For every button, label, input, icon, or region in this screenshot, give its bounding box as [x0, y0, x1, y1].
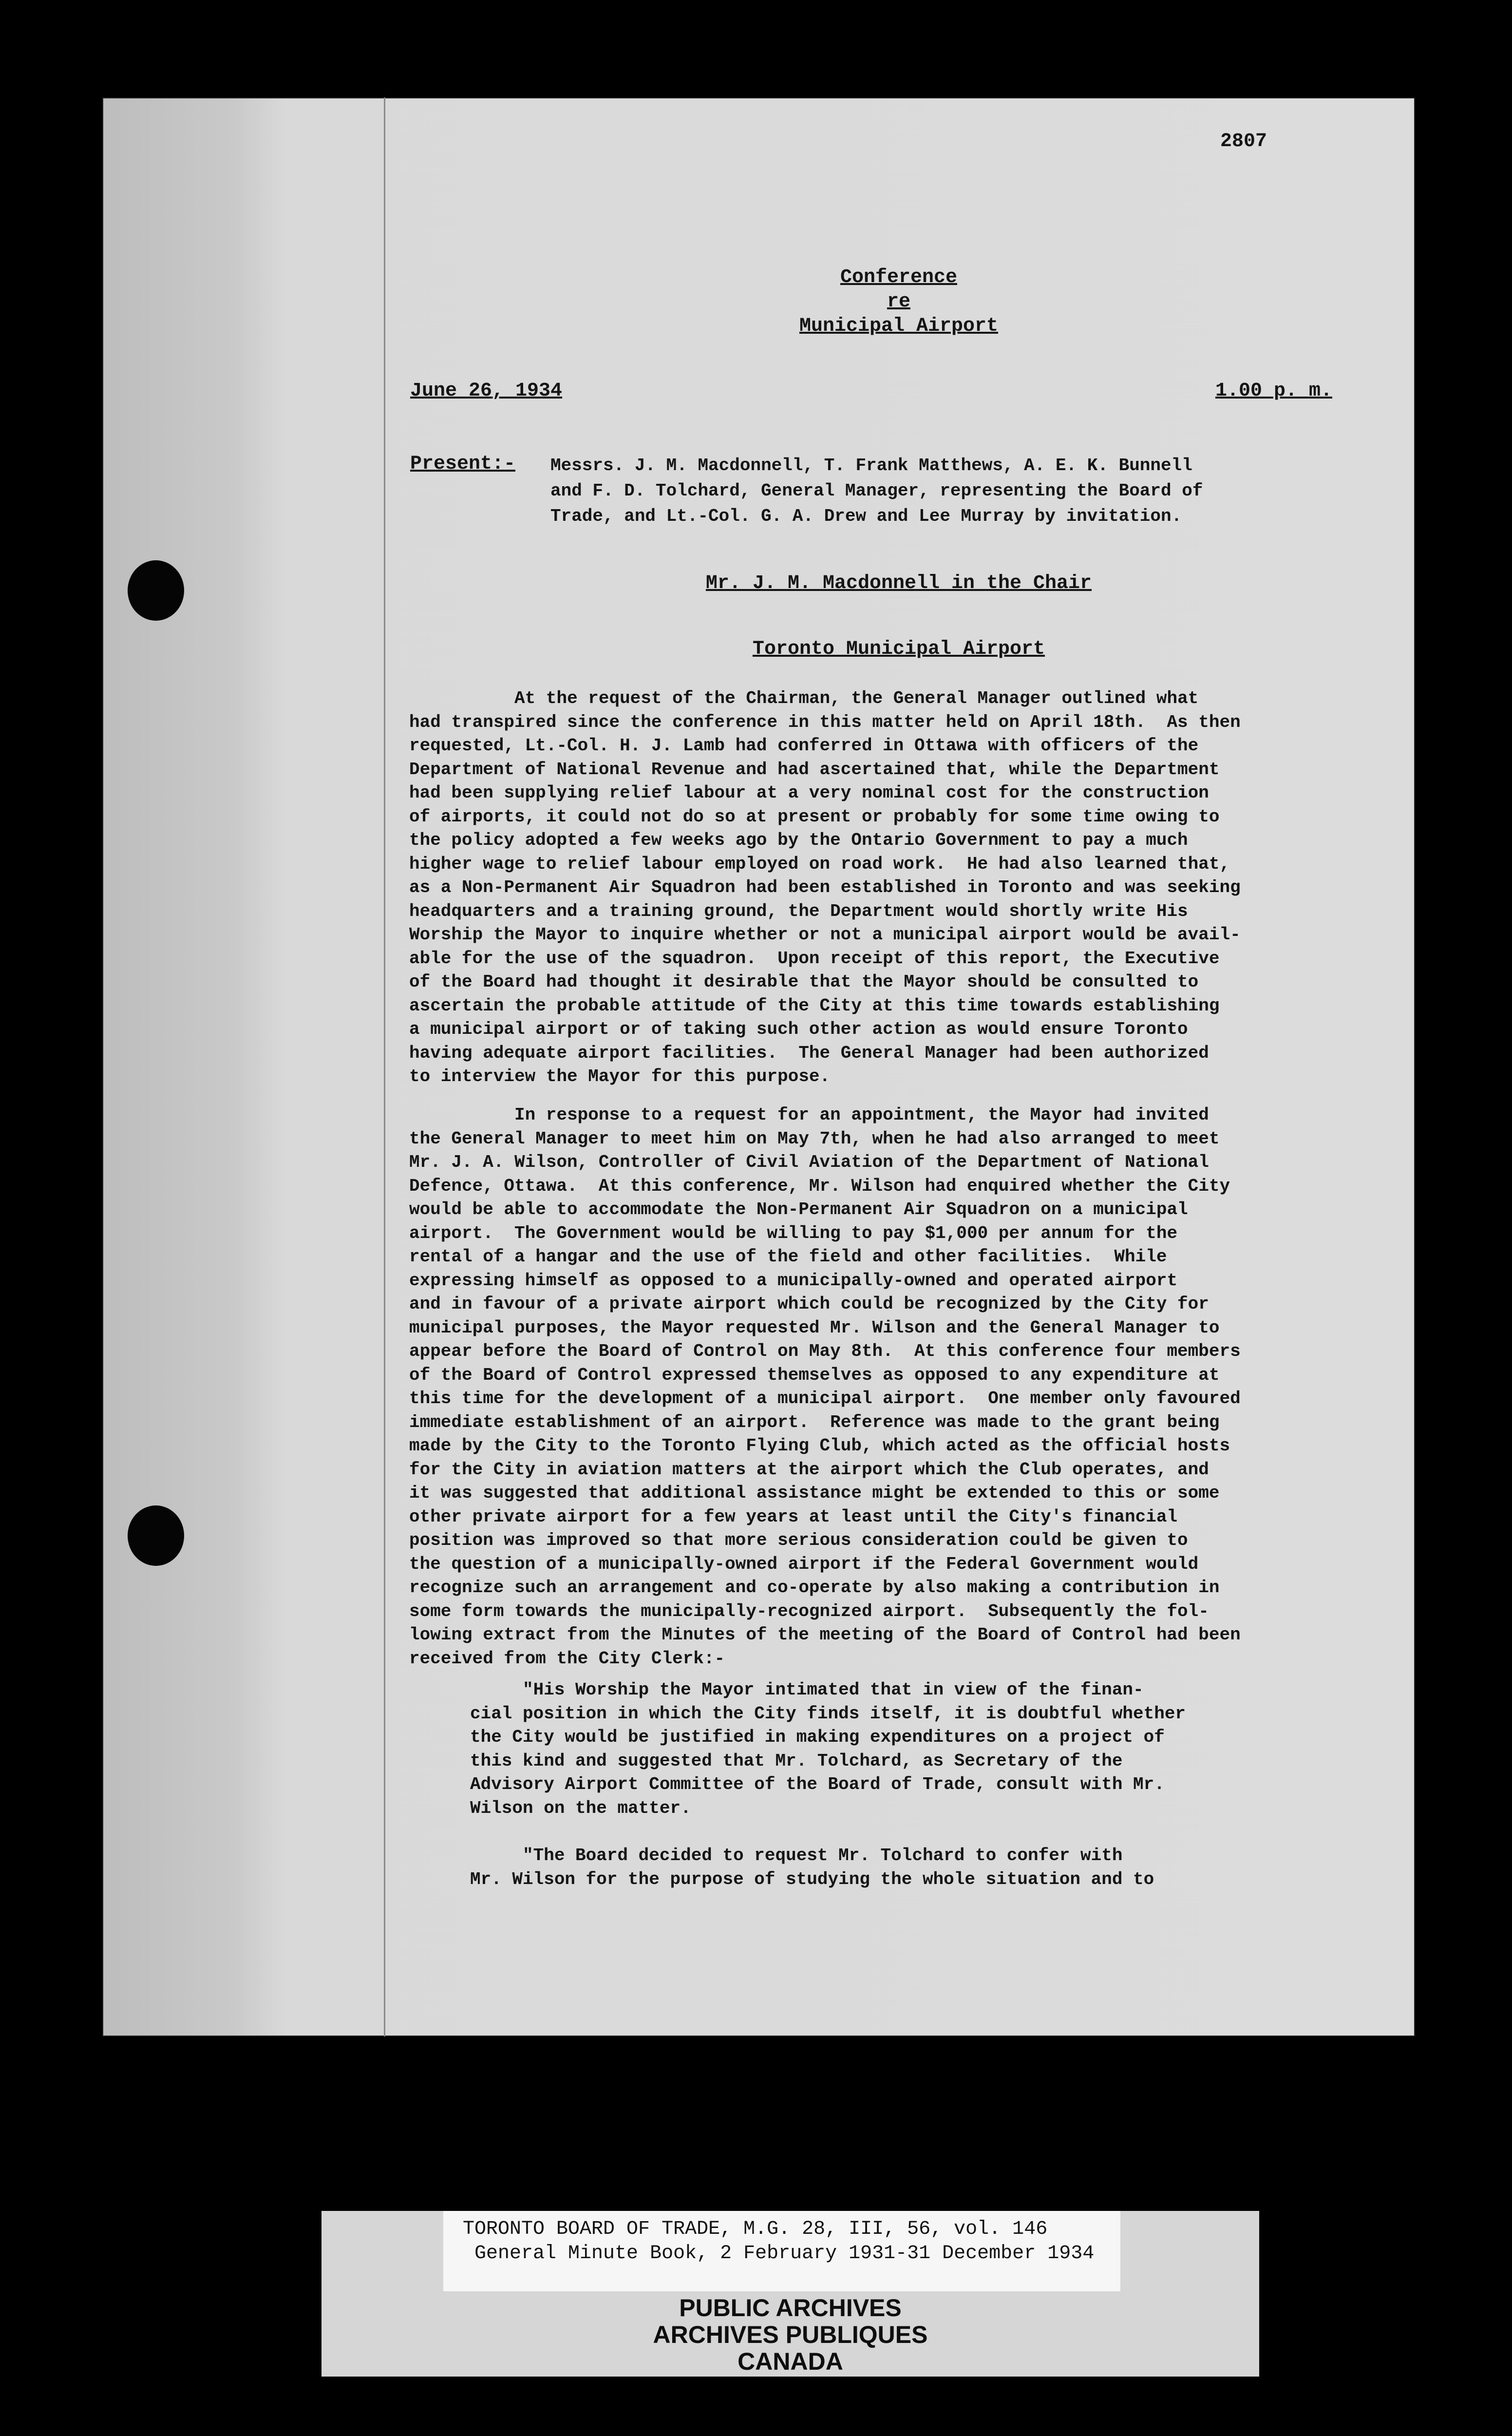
title-line-3: Municipal Airport — [799, 315, 999, 337]
archive-label-line-2: General Minute Book, 2 February 1931-31 December 1934 — [463, 2243, 1095, 2265]
meeting-date: June 26, 1934 — [410, 380, 563, 402]
title-line-1: Conference — [840, 266, 958, 288]
archive-stamp-line-1: PUBLIC ARCHIVES — [679, 2294, 902, 2322]
paragraph-1: At the request of the Chairman, the General Manager outlined what had transpired since the conference in this matter held on April 18th. As then requested, Lt.-Col. H. J. Lamb had conferred in Ottawa with officers of the Department of National Revenue and had ascertained that, while the Department had been supplying relief labour at a very nominal cost for the construction of airports, it could not do so at present or probably for some time owing to the policy adopted a few weeks ago by the Ontario Government to pay a much higher wage to relief labour employed on road work. He had also learned that, as a Non-Permanent Air Squadron had been established in Toronto and was seeking headquarters and a training ground, the Department would shortly write His Worship the Mayor to inquire whether or not a municipal airport would be avail- able for the use of the squadron. Upon receipt of this report, the Executive of the Board had thought it desirable that the Mayor should be consulted to ascertain the probable attitude of the City at this time towards establishing a municipal airport or of taking such other action as would ensure Toronto having adequate airport facilities. The General Manager had been authorized to interview the Mayor for this purpose. — [409, 688, 1241, 1086]
title-line-2: re — [887, 291, 910, 313]
punch-hole-bottom — [128, 1505, 184, 1566]
chair-heading: Mr. J. M. Macdonnell in the Chair — [705, 572, 1092, 594]
meeting-time: 1.00 p. m. — [1215, 380, 1332, 402]
archive-stamp-line-2: ARCHIVES PUBLIQUES — [653, 2321, 928, 2348]
document-page — [102, 97, 1415, 2036]
present-label: Present:- — [410, 453, 516, 475]
quote-1: "His Worship the Mayor intimated that in view of the finan- cial position in which the City finds itself, it is doubtful whether the City would be justified in making expenditures on a project of this kind and suggested that Mr. Tolchard, as Secretary of the Advisory Airport Committee of the Board of Trade, consult with Mr. Wilson on the matter. — [470, 1680, 1186, 1818]
margin-rule — [384, 97, 385, 2036]
archive-stamp-line-3: CANADA — [737, 2348, 843, 2375]
quote-2: "The Board decided to request Mr. Tolchard to confer with Mr. Wilson for the purpose of studying the whole situation and to — [470, 1846, 1154, 1889]
page-number: 2807 — [1220, 131, 1267, 152]
punch-hole-top — [128, 560, 184, 621]
paragraph-2: In response to a request for an appointment, the Mayor had invited the General Manager to meet him on May 7th, when he had also arranged to meet Mr. J. A. Wilson, Controller of Civil Aviation of the Department of National Defence, Ottawa. At this conference, Mr. Wilson had enquired whether the City would be able to accommodate the Non-Permanent Air Squadron on a municipal airport. The Government would be willing to pay $1,000 per annum for the rental of a hangar and the use of the field and other facilities. While expressing himself as opposed to a municipally-owned and operated airport and in favour of a private airport which could be recognized by the City for municipal purposes, the Mayor requested Mr. Wilson and the General Manager to appear before the Board of Control on May 8th. At this conference four members of the Board of Control expressed themselves as opposed to any expenditure at this time for the development of a municipal airport. One member only favoured immediate establishment of an airport. Reference was made to the grant being made by the City to the Toronto Flying Club, which acted as the official hosts for the City in aviation matters at the airport which the Club operates, and it was suggested that additional assistance might be extended to this or some other private airport for a few years at least until the City's financial position was improved so that more serious consideration could be given to the question of a municipally-owned airport if the Federal Government would recognize such an arrangement and co-operate by also making a contribution in some form towards the municipally-recognized airport. Subsequently the fol- lowing extract from the Minutes of the meeting of the Board of Control had been received from the City Clerk:- — [409, 1105, 1241, 1669]
present-text: Messrs. J. M. Macdonnell, T. Frank Matthews, A. E. K. Bunnell and F. D. Tolchard, General Manager, representing the Board of Trade, and Lt.-Col. G. A. Drew and Lee Murray by invitation. — [550, 456, 1203, 526]
archive-label-line-1: TORONTO BOARD OF TRADE, M.G. 28, III, 56, vol. 146 — [463, 2218, 1048, 2240]
section-heading: Toronto Municipal Airport — [752, 638, 1045, 660]
